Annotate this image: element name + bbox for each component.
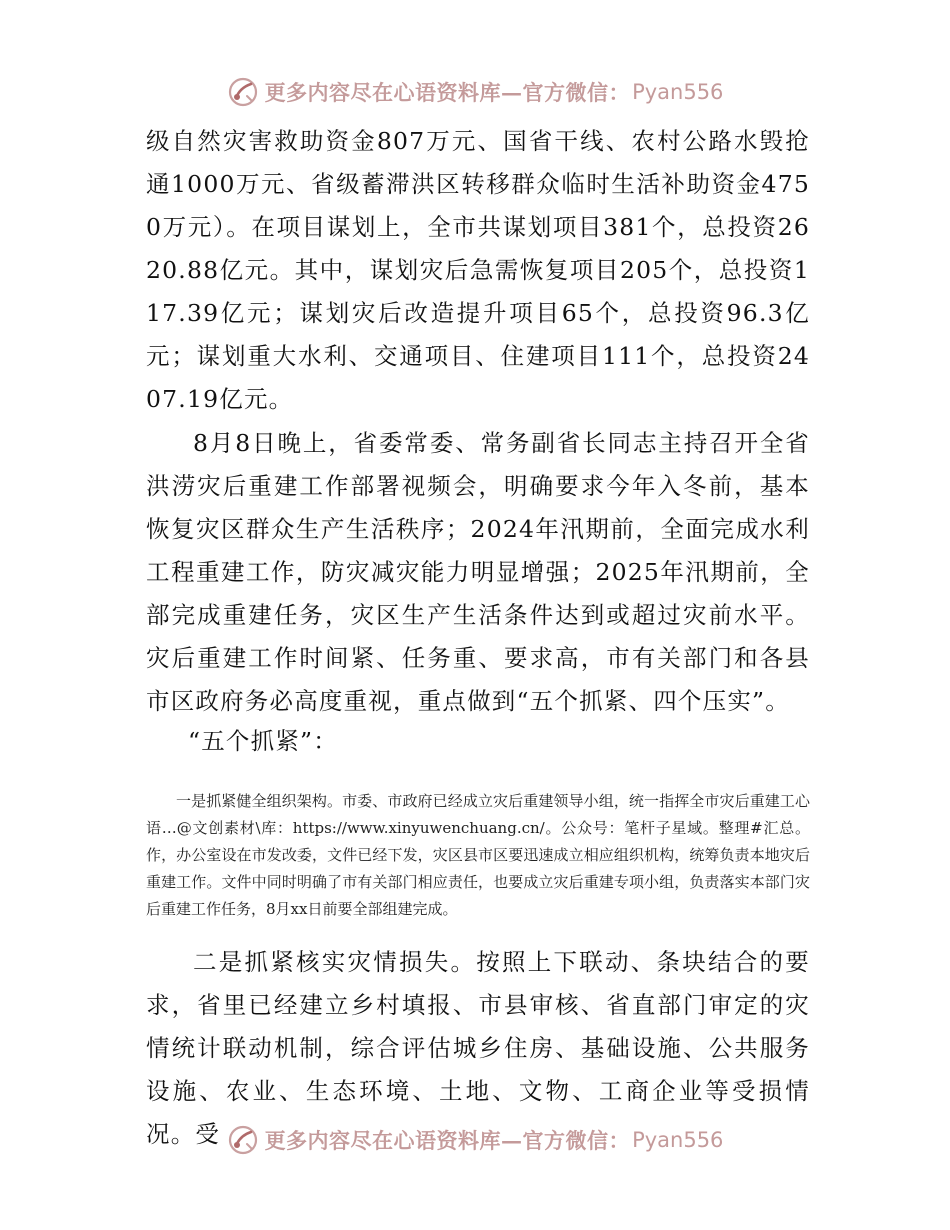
heading-text: “五个抓紧”： — [188, 727, 338, 755]
header-watermark-banner — [0, 72, 950, 112]
banner-wechat-handle: Pyan556 — [632, 80, 724, 104]
paragraph-text: 二是抓紧核实灾情损失。按照上下联动、条块结合的要求，省里已经建立乡村填报、市县审核、省直部门审定的灾情统计联动机制，综合评估城乡住房、基础设施、公共服务设施、农业、生态环境、土地、文物、工商企业等受损情况。受 — [146, 948, 810, 1148]
banner-text: 更多内容尽在心语资料库—官方微信： — [264, 1128, 631, 1153]
paragraph-text: 级自然灾害救助资金807万元、国省干线、农村公路水毁抢通1000万元、省级蓄滞洪区转移群众临时生活补助资金4750万元）。在项目谋划上，全市共谋划项目381个，总投资2620.88亿元。其中，谋划灾后急需恢复项目205个，总投资117.39亿元；谋划灾后改造提升项目65个，总投资96.3亿元；谋划重大水利、交通项目、住建项目111个，总投资2407.19亿元。 — [146, 127, 810, 413]
paragraph-text: 8月8日晚上，省委常委、常务副省长同志主持召开全省洪涝灾后重建工作部署视频会，明确要求今年入冬前，基本恢复灾区群众生产生活秩序；2024年汛期前，全面完成水利工程重建工作，防灾减灾能力明显增强；2025年汛期前，全部完成重建任务，灾区生产生活条件达到或超过灾前水平。灾后重建工作时间紧、任务重、要求高，市有关部门和各县市区政府务必高度重视，重点做到“五个抓紧、四个压实”。 — [146, 429, 810, 715]
section-heading — [188, 720, 788, 763]
brush-logo-icon — [227, 1124, 259, 1156]
paragraph-text: 一是抓紧健全组织架构。市委、市政府已经成立灾后重建领导小组，统一指挥全市灾后重建工心语…@文创素材\库：https://www.xinyuwenchuang.cn/。公众号：笔杆子星域。整理#汇总。作，办公室设在市发改委，文件已经下发，灾区县市区要迅速成立相应组织机构，统筹负责本地灾后重建工作。文件中同时明确了市有关部门相应责任，也要成立灾后重建专项小组，负责落实本部门灾后重建工作任务，8月xx日前要全部组建完成。 — [146, 792, 810, 918]
brush-logo-icon — [227, 76, 259, 108]
footer-watermark-banner — [0, 1120, 950, 1160]
paragraph-funding-projects — [146, 120, 810, 421]
paragraph-organization — [146, 788, 810, 923]
banner-text: 更多内容尽在心语资料库—官方微信： — [264, 80, 631, 105]
paragraph-meeting — [146, 422, 810, 723]
banner-wechat-handle: Pyan556 — [632, 1128, 724, 1152]
